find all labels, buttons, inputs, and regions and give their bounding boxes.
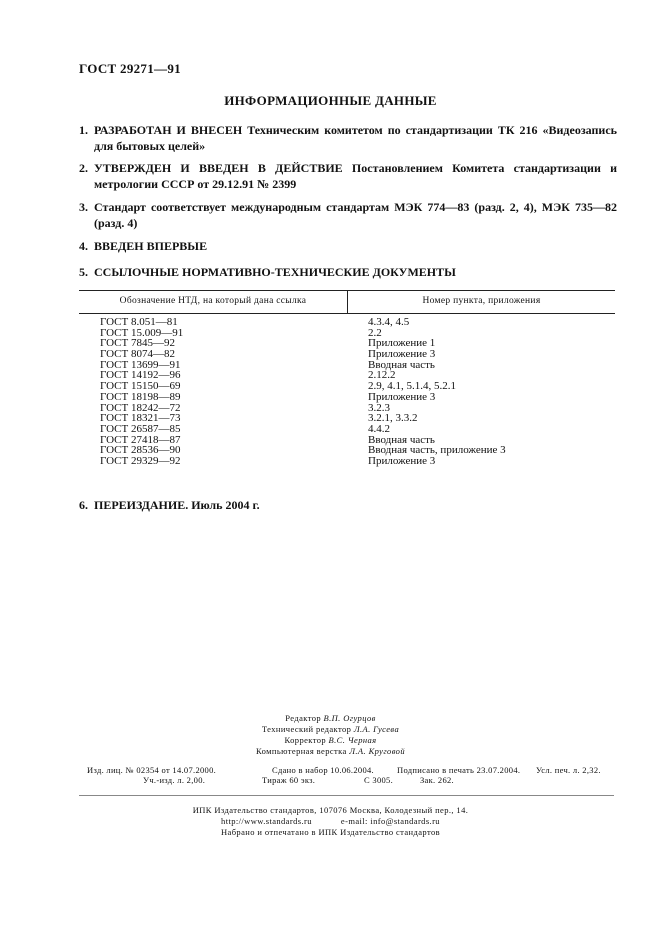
info-item-6 bbox=[79, 497, 617, 513]
publisher-contacts bbox=[0, 816, 661, 826]
credit-layout bbox=[0, 746, 661, 756]
item-number: 6. bbox=[79, 498, 88, 512]
credit-person: В.С. Черная bbox=[328, 735, 377, 745]
document-cell: ГОСТ 28536—90 bbox=[100, 444, 181, 457]
credit-person: Л.А. Гусева bbox=[353, 724, 400, 734]
item-number: 3. bbox=[79, 200, 88, 214]
document-cell: ГОСТ 7845—92 bbox=[100, 337, 175, 350]
standard-code: ГОСТ 29271—91 bbox=[79, 61, 181, 76]
clause-cell: 4.3.4, 4.5 bbox=[368, 316, 410, 328]
document-cell: ГОСТ 13699—91 bbox=[100, 358, 181, 371]
document-cell: ГОСТ 14192—96 bbox=[100, 369, 181, 382]
document-cell: ГОСТ 18242—72 bbox=[100, 401, 181, 414]
item-text: Стандарт соответствует международным стандартам МЭК 774—83 (разд. 2, 4), МЭК 735—82 (разд. 4) bbox=[94, 200, 617, 230]
document-cell: ГОСТ 8.051—81 bbox=[100, 316, 178, 328]
order-number: Зак. 262. bbox=[420, 775, 454, 785]
document-cell: ГОСТ 27418—87 bbox=[100, 433, 181, 446]
item-heading: ССЫЛОЧНЫЕ НОРМАТИВНО-ТЕХНИЧЕСКИЕ ДОКУМЕНТЫ bbox=[94, 265, 456, 279]
print-date: Подписано в печать 23.07.2004. bbox=[397, 765, 521, 775]
license-info: Изд. лиц. № 02354 от 14.07.2000. bbox=[87, 765, 217, 775]
item-number: 5. bbox=[79, 265, 88, 279]
clause-cell: Приложение 3 bbox=[368, 348, 436, 361]
printed-by: Набрано и отпечатано в ИПК Издательство стандартов bbox=[220, 827, 441, 837]
publisher-address: ИПК Издательство стандартов, 107076 Москва, Колодезный пер., 14. bbox=[192, 805, 469, 815]
item-text: Июль 2004 г. bbox=[188, 498, 260, 512]
clause-cell: 2.9, 4.1, 5.1.4, 5.2.1 bbox=[368, 380, 456, 393]
order-c: С 3005. bbox=[364, 775, 394, 785]
table-body bbox=[79, 314, 615, 467]
table-row bbox=[79, 424, 615, 435]
credit-person: В.П. Огурцов bbox=[323, 713, 376, 723]
publisher-email[interactable]: e-mail: info@standards.ru bbox=[340, 816, 440, 826]
clause-cell: 2.2 bbox=[368, 326, 382, 339]
page-title: ИНФОРМАЦИОННЫЕ ДАННЫЕ bbox=[224, 93, 437, 108]
document-cell: ГОСТ 18198—89 bbox=[100, 390, 181, 403]
clause-cell: 3.2.1, 3.3.2 bbox=[368, 412, 418, 425]
typeset-date: Сдано в набор 10.06.2004. bbox=[272, 765, 374, 775]
clause-cell: Вводная часть bbox=[368, 433, 435, 446]
clause-cell: Приложение 3 bbox=[368, 454, 436, 467]
item-text: Техническим комитетом по стандартизации ТК 216 «Видеозапись для бытовых целей» bbox=[94, 123, 617, 153]
table-row bbox=[79, 456, 615, 467]
table-header bbox=[79, 291, 615, 314]
table-row bbox=[79, 392, 615, 403]
credit-editor bbox=[0, 713, 661, 723]
clause-cell: Приложение 1 bbox=[368, 337, 436, 350]
clause-cell: Вводная часть, приложение 3 bbox=[368, 444, 506, 457]
document-cell: ГОСТ 15150—69 bbox=[100, 380, 181, 393]
publishing-sheets: Уч.-изд. л. 2,00. bbox=[143, 775, 206, 785]
info-item-4 bbox=[79, 238, 617, 254]
credit-person: Л.А. Круговой bbox=[349, 746, 405, 756]
info-item-3 bbox=[79, 199, 617, 231]
clause-cell: 3.2.3 bbox=[368, 401, 390, 414]
item-number: 1. bbox=[79, 123, 88, 137]
reference-documents-table bbox=[79, 290, 615, 467]
item-heading: ВВЕДЕН ВПЕРВЫЕ bbox=[94, 239, 208, 253]
info-item-2 bbox=[79, 160, 617, 192]
credit-label: Корректор bbox=[284, 735, 327, 745]
publisher-website[interactable]: http://www.standards.ru bbox=[221, 816, 312, 826]
item-number: 2. bbox=[79, 161, 88, 175]
clause-cell: Приложение 3 bbox=[368, 390, 436, 403]
item-heading: РАЗРАБОТАН И ВНЕСЕН bbox=[94, 123, 243, 137]
document-cell: ГОСТ 18321—73 bbox=[100, 412, 181, 425]
document-cell: ГОСТ 8074—82 bbox=[100, 348, 175, 361]
credit-label: Компьютерная верстка bbox=[256, 746, 347, 756]
credit-label: Редактор bbox=[285, 713, 321, 723]
footer-divider bbox=[79, 795, 614, 796]
credit-corrector bbox=[0, 735, 661, 745]
credit-tech-editor bbox=[0, 724, 661, 734]
column-header-clause: Номер пункта, приложения bbox=[422, 296, 541, 306]
credit-label: Технический редактор bbox=[261, 724, 352, 734]
info-item-5 bbox=[79, 264, 617, 280]
document-cell: ГОСТ 29329—92 bbox=[100, 454, 181, 467]
clause-cell: Вводная часть bbox=[368, 358, 435, 371]
item-heading: УТВЕРЖДЕН И ВВЕДЕН В ДЕЙСТВИЕ bbox=[94, 161, 343, 175]
print-run: Тираж 60 экз. bbox=[262, 775, 316, 785]
clause-cell: 2.12.2 bbox=[368, 369, 396, 382]
clause-cell: 4.4.2 bbox=[368, 422, 390, 435]
item-number: 4. bbox=[79, 239, 88, 253]
document-cell: ГОСТ 26587—85 bbox=[100, 422, 181, 435]
item-text: Постановлением Комитета стандартизации и метрологии СССР от 29.12.91 № 2399 bbox=[94, 161, 618, 191]
item-heading: ПЕРЕИЗДАНИЕ. bbox=[94, 498, 189, 512]
info-item-1 bbox=[79, 122, 617, 154]
column-header-document: Обозначение НТД, на который дана ссылка bbox=[119, 296, 307, 306]
document-cell: ГОСТ 15.009—91 bbox=[100, 326, 184, 339]
print-sheets: Усл. печ. л. 2,32. bbox=[536, 765, 601, 775]
